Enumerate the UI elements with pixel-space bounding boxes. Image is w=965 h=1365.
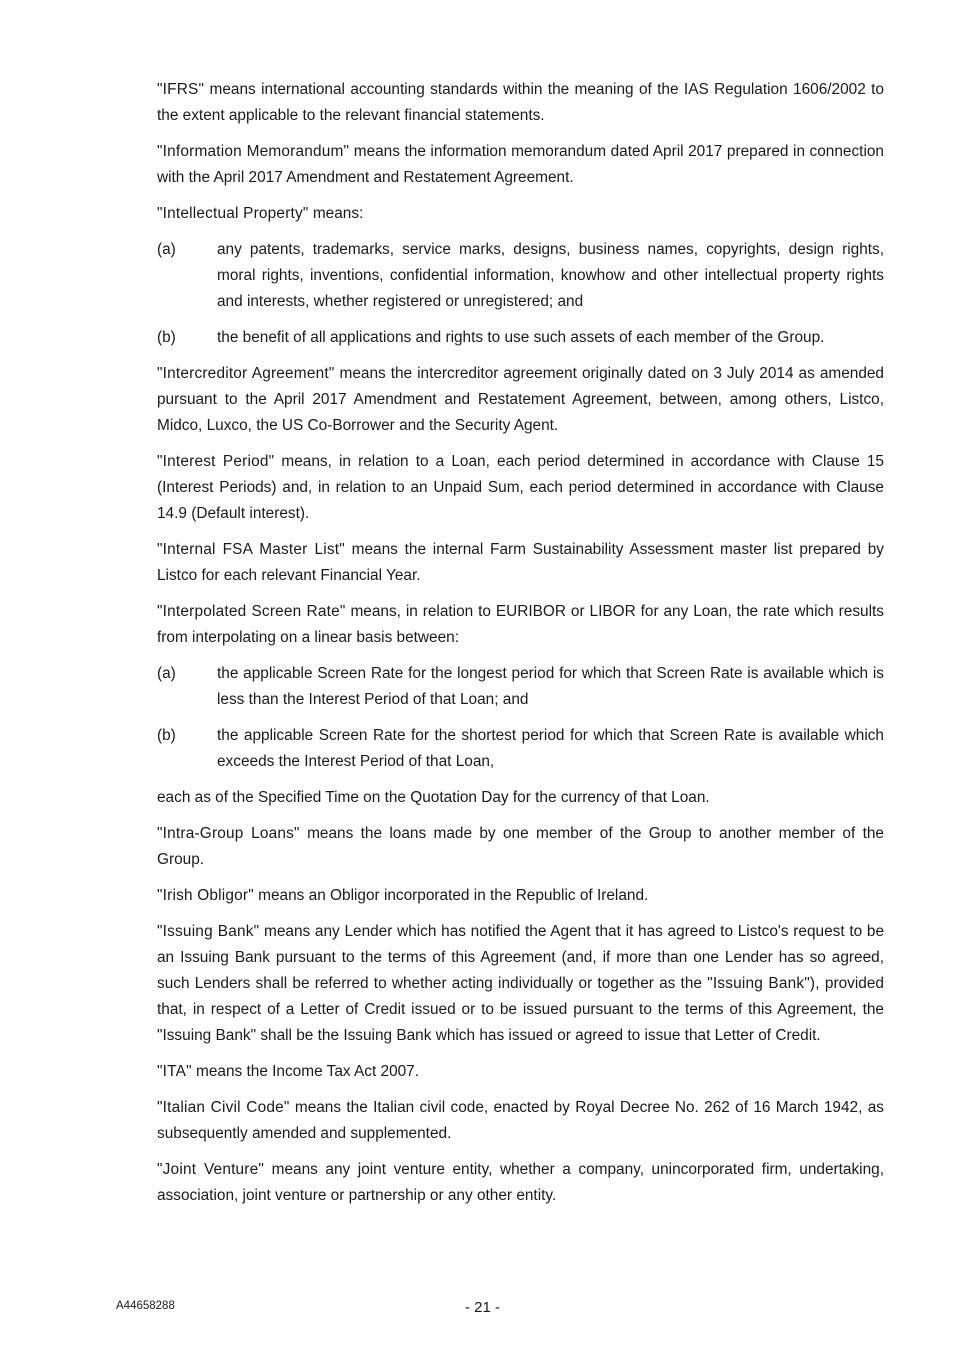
defined-term: "ITA" (157, 1063, 192, 1080)
definition-ita (157, 1059, 884, 1085)
defined-term: "Information Memorandum" (157, 143, 350, 160)
defined-term: "Intercreditor Agreement" (157, 365, 335, 382)
definition-text: means: (308, 205, 364, 222)
defined-term: "Interpolated Screen Rate" (157, 603, 346, 620)
list-item-text: the benefit of all applications and rights to use such assets of each member of the Group. (217, 329, 825, 346)
defined-term: "Intra-Group Loans" (157, 825, 300, 842)
definition-text: means an Obligor incorporated in the Republic of Ireland. (253, 887, 649, 904)
definition-text: means the information memorandum dated April 2017 prepared in connection with the April 2017 Amendment and Restatement Agreement. (157, 143, 884, 186)
definition-irish-obligor (157, 883, 884, 909)
definition-text: means, in relation to a Loan, each period determined in accordance with Clause 15 (Interest Periods) and, in relation to an Unpaid Sum, each period determined in accordance with Clause 14.9 (Default interest). (157, 453, 884, 522)
definition-italian-civil-code (157, 1095, 884, 1147)
definition-intra-group-loans (157, 821, 884, 873)
defined-term: "IFRS" (157, 81, 205, 98)
defined-term: "Issuing Bank" (157, 923, 260, 940)
defined-term: "Internal FSA Master List" (157, 541, 345, 558)
defined-term: "Intellectual Property" (157, 205, 309, 222)
list-item-text: the applicable Screen Rate for the shortest period for which that Screen Rate is available which exceeds the Interest Period of that Loan, (217, 727, 884, 770)
document-body (157, 77, 884, 1219)
definition-joint-venture (157, 1157, 884, 1209)
definition-issuing-bank (157, 919, 884, 1049)
list-item-label: (b) (157, 727, 176, 744)
definition-text: means any Lender which has notified the Agent that it has agreed to Listco's request to be an Issuing Bank pursuant to the terms of this Agreement (and, if more than one Lender has so agreed, such Lenders shall be referred to whether acting individually or together as the (157, 923, 884, 992)
definition-text: means the intercreditor agreement originally dated on 3 July 2014 as amended pursuant to the April 2017 Amendment and Restatement Agreement, between, among others, Listco, Midco, Luxco, the US Co-Borrower and the Security Agent. (157, 365, 884, 434)
list-item (157, 723, 884, 775)
list-item-text: any patents, trademarks, service marks, designs, business names, copyrights, design rights, moral rights, inventions, confidential information, knowhow and other intellectual property rights and interests, whether registered or unregistered; and (217, 241, 884, 310)
list-item-label: (a) (157, 241, 176, 258)
list-item (157, 325, 884, 351)
list-item-label: (a) (157, 665, 176, 682)
definition-tail-text: each as of the Specified Time on the Quotation Day for the currency of that Loan. (157, 789, 710, 806)
document-reference: A44658288 (116, 1300, 175, 1312)
defined-term: "Italian Civil Code" (157, 1099, 290, 1116)
list-item (157, 661, 884, 713)
defined-term: "Issuing Bank"), (707, 975, 820, 992)
definition-internal-fsa-master-list (157, 537, 884, 589)
list-item-text: the applicable Screen Rate for the longest period for which that Screen Rate is available which is less than the Interest Period of that Loan; and (217, 665, 884, 708)
definition-intercreditor-agreement (157, 361, 884, 439)
list-item (157, 237, 884, 315)
definition-text: means any joint venture entity, whether a company, unincorporated firm, undertaking, association, joint venture or partnership or any other entity. (157, 1161, 884, 1204)
defined-term: "Joint Venture" (157, 1161, 265, 1178)
definition-interest-period (157, 449, 884, 527)
definition-interpolated-screen-rate (157, 599, 884, 651)
page-number: - 21 - (464, 1299, 500, 1316)
definition-text: means international accounting standards within the meaning of the IAS Regulation 1606/2002 to the extent applicable to the relevant financial statements. (157, 81, 884, 124)
defined-term: "Irish Obligor" (157, 887, 254, 904)
definition-text: provided that, in respect of a Letter of Credit issued or to be issued pursuant to the terms of this Agreement, the "Issuing Bank" shall be the Issuing Bank which has issued or agreed to issue that Letter of Credit. (157, 975, 884, 1044)
definition-intellectual-property (157, 201, 884, 227)
definition-text: means the Italian civil code, enacted by Royal Decree No. 262 of 16 March 1942, as subsequently amended and supplemented. (157, 1099, 884, 1142)
definition-text: means the internal Farm Sustainability Assessment master list prepared by Listco for each relevant Financial Year. (157, 541, 884, 584)
list-item-label: (b) (157, 329, 176, 346)
definition-text: means the loans made by one member of the Group to another member of the Group. (157, 825, 884, 868)
definition-information-memorandum (157, 139, 884, 191)
definition-ifrs (157, 77, 884, 129)
definition-text: means the Income Tax Act 2007. (191, 1063, 420, 1080)
definition-text: means, in relation to EURIBOR or LIBOR for any Loan, the rate which results from interpolating on a linear basis between: (157, 603, 884, 646)
defined-term: "Interest Period" (157, 453, 275, 470)
